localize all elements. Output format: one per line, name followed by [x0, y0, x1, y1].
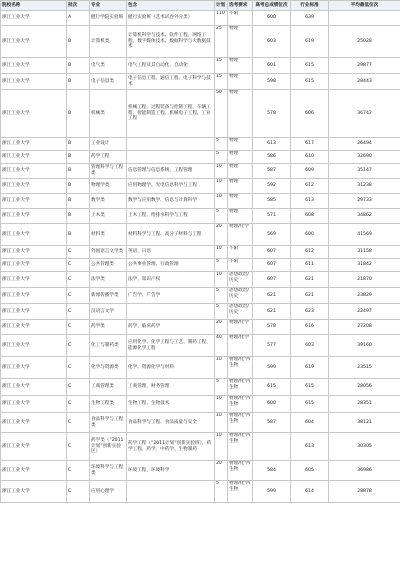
plan-cell[interactable]: 15 [215, 74, 228, 90]
major-cell[interactable]: 材料类 [90, 224, 127, 246]
includes-cell[interactable] [127, 481, 215, 503]
min-rank-cell[interactable]: 35147 [329, 164, 400, 179]
standard-cell[interactable]: 621 [291, 272, 329, 288]
min-rank-cell[interactable]: 28878 [329, 481, 400, 503]
requirement-cell[interactable]: 物理/化学/生物 [228, 357, 253, 379]
requirement-cell[interactable]: 思想政治/历史 [228, 304, 253, 320]
column-header[interactable]: 计划 [215, 1, 228, 11]
total-score-cell[interactable]: 598 [253, 74, 291, 90]
standard-cell[interactable]: 613 [291, 433, 329, 461]
table-row [1, 481, 400, 503]
batch-cell[interactable]: C [67, 433, 90, 461]
table-row [1, 304, 400, 320]
major-cell[interactable]: 计算机类 [90, 26, 127, 58]
batch-cell[interactable]: C [67, 413, 90, 433]
total-score-cell[interactable]: 607 [253, 272, 291, 288]
school-cell[interactable]: 浙江工业大学 [1, 151, 67, 164]
requirement-cell[interactable]: 物理 [228, 26, 253, 58]
min-rank-cell[interactable] [329, 11, 400, 26]
table-row [1, 335, 400, 357]
major-cell[interactable]: 工商管理类 [90, 379, 127, 396]
min-rank-cell[interactable]: 27208 [329, 320, 400, 335]
min-rank-cell[interactable]: 28351 [329, 396, 400, 413]
major-cell[interactable]: 电子信息类 [90, 74, 127, 90]
standard-cell[interactable]: 619 [291, 26, 329, 58]
plan-cell[interactable]: 5 [215, 259, 228, 272]
table-row [1, 164, 400, 179]
total-score-cell[interactable]: 601 [253, 58, 291, 74]
plan-cell[interactable]: 10 [215, 272, 228, 288]
min-rank-cell[interactable]: 39160 [329, 335, 400, 357]
total-score-cell[interactable]: 599 [253, 481, 291, 503]
plan-cell[interactable]: 10 [215, 396, 228, 413]
major-cell[interactable]: 药学工程 [90, 151, 127, 164]
standard-cell[interactable]: 609 [291, 164, 329, 179]
total-score-cell[interactable]: 577 [253, 335, 291, 357]
school-cell[interactable]: 浙江工业大学 [1, 335, 67, 357]
total-score-cell[interactable]: 600 [253, 11, 291, 26]
requirement-cell[interactable]: 不限 [228, 246, 253, 259]
includes-cell[interactable]: 英语、日语 [127, 246, 215, 259]
table-row [1, 246, 400, 259]
school-cell[interactable]: 浙江工业大学 [1, 481, 67, 503]
plan-cell[interactable]: 5 [215, 304, 228, 320]
plan-cell[interactable]: 10 [215, 179, 228, 194]
includes-cell[interactable]: 计算机科学与技术、软件工程、网络工程、数字媒体技术、数据科学与大数据技术 [127, 26, 215, 58]
standard-cell[interactable]: 614 [291, 481, 329, 503]
standard-cell[interactable]: 615 [291, 396, 329, 413]
min-rank-cell[interactable]: 36986 [329, 461, 400, 481]
standard-cell[interactable]: 619 [291, 357, 329, 379]
requirement-cell[interactable]: 物理 [228, 90, 253, 138]
batch-cell[interactable]: B [67, 209, 90, 224]
total-score-cell[interactable] [253, 433, 291, 461]
total-score-cell[interactable]: 621 [253, 304, 291, 320]
table-row [1, 26, 400, 58]
plan-cell[interactable]: 10 [215, 413, 228, 433]
major-cell[interactable]: 新闻传播学类 [90, 288, 127, 304]
plan-cell[interactable]: 5 [215, 151, 228, 164]
total-score-cell[interactable]: 599 [253, 357, 291, 379]
batch-cell[interactable]: B [67, 194, 90, 209]
min-rank-cell[interactable]: 28056 [329, 379, 400, 396]
requirement-cell[interactable]: 物理 [228, 151, 253, 164]
requirement-cell[interactable]: 不限 [228, 259, 253, 272]
batch-cell[interactable]: B [67, 58, 90, 74]
table-row [1, 179, 400, 194]
plan-cell[interactable]: 50 [215, 90, 228, 138]
total-score-cell[interactable]: 571 [253, 209, 291, 224]
requirement-cell[interactable]: 物理/化学/生物 [228, 461, 253, 481]
standard-cell[interactable]: 610 [291, 151, 329, 164]
total-score-cell[interactable]: 584 [253, 461, 291, 481]
includes-cell[interactable]: 土木工程、给排水科学与工程 [127, 209, 215, 224]
includes-cell[interactable]: 药学工程（“2011计划”创新实验班）、药学工程、药学、中药学、生物制药 [127, 433, 215, 461]
standard-cell[interactable]: 612 [291, 179, 329, 194]
batch-cell[interactable]: B [67, 138, 90, 151]
total-score-cell[interactable]: 587 [253, 413, 291, 433]
header-row [1, 1, 400, 11]
batch-cell[interactable]: B [67, 179, 90, 194]
requirement-cell[interactable]: 物理/化学/生物 [228, 379, 253, 396]
plan-cell[interactable]: 5 [215, 288, 228, 304]
total-score-cell[interactable]: 578 [253, 320, 291, 335]
plan-cell[interactable]: 20 [215, 461, 228, 481]
school-cell[interactable]: 浙江工业大学 [1, 433, 67, 461]
major-cell[interactable]: 食品科学与工程类 [90, 413, 127, 433]
total-score-cell[interactable]: 600 [253, 396, 291, 413]
min-rank-cell[interactable]: 29733 [329, 194, 400, 209]
includes-cell[interactable]: 健行实验班（艺术试卷外分类） [127, 11, 215, 26]
standard-cell[interactable]: 611 [291, 259, 329, 272]
batch-cell[interactable]: C [67, 272, 90, 288]
standard-cell[interactable]: 615 [291, 74, 329, 90]
min-rank-cell[interactable]: 28443 [329, 74, 400, 90]
plan-cell[interactable]: 20 [215, 320, 228, 335]
table-row [1, 357, 400, 379]
standard-cell[interactable]: 608 [291, 209, 329, 224]
plan-cell[interactable]: 5 [215, 138, 228, 151]
includes-cell[interactable]: 生物工程、生物技术 [127, 396, 215, 413]
total-score-cell[interactable]: 615 [253, 379, 291, 396]
column-header[interactable]: 包含 [127, 1, 215, 11]
standard-cell[interactable]: 639 [291, 11, 329, 26]
min-rank-cell[interactable]: 32690 [329, 151, 400, 164]
plan-cell[interactable]: 10 [215, 164, 228, 179]
total-score-cell[interactable]: 586 [253, 151, 291, 164]
school-cell[interactable]: 浙江工业大学 [1, 272, 67, 288]
table-row [1, 11, 400, 26]
includes-cell[interactable]: 材料科学与工程、高分子材料与工程 [127, 224, 215, 246]
batch-cell[interactable]: B [67, 90, 90, 138]
batch-cell[interactable]: B [67, 164, 90, 179]
major-cell[interactable]: 环境科学与工程类 [90, 461, 127, 481]
table-row [1, 288, 400, 304]
total-score-cell[interactable]: 585 [253, 194, 291, 209]
min-rank-cell[interactable]: 38121 [329, 413, 400, 433]
min-rank-cell[interactable]: 41569 [329, 224, 400, 246]
includes-cell[interactable]: 公共事业管理、行政管理 [127, 259, 215, 272]
major-cell[interactable]: 药学类 [90, 320, 127, 335]
total-score-cell[interactable]: 592 [253, 179, 291, 194]
major-cell[interactable]: 汉语言文学 [90, 304, 127, 320]
table-row [1, 396, 400, 413]
plan-cell[interactable]: 5 [215, 481, 228, 503]
min-rank-cell[interactable]: 23829 [329, 288, 400, 304]
includes-cell[interactable]: 化学、资源化学与材料 [127, 357, 215, 379]
requirement-cell[interactable]: 物理 [228, 194, 253, 209]
batch-cell[interactable]: C [67, 379, 90, 396]
batch-cell[interactable]: C [67, 288, 90, 304]
requirement-cell[interactable]: 物理 [228, 58, 253, 74]
major-cell[interactable]: 机械类 [90, 90, 127, 138]
standard-cell[interactable]: 613 [291, 194, 329, 209]
batch-cell[interactable]: C [67, 461, 90, 481]
table-row [1, 413, 400, 433]
batch-cell[interactable]: C [67, 357, 90, 379]
min-rank-cell[interactable]: 29877 [329, 58, 400, 74]
includes-cell[interactable] [127, 304, 215, 320]
min-rank-cell[interactable]: 36742 [329, 90, 400, 138]
school-cell[interactable]: 浙江工业大学 [1, 179, 67, 194]
total-score-cell[interactable]: 603 [253, 26, 291, 58]
min-rank-cell[interactable]: 34862 [329, 209, 400, 224]
column-header[interactable]: 行业标准 [291, 1, 329, 11]
school-cell[interactable]: 浙江工业大学 [1, 413, 67, 433]
plan-cell[interactable]: 5 [215, 379, 228, 396]
standard-cell[interactable]: 600 [291, 224, 329, 246]
table-row [1, 58, 400, 74]
school-cell[interactable]: 浙江工业大学 [1, 194, 67, 209]
batch-cell[interactable]: C [67, 259, 90, 272]
table-row [1, 433, 400, 461]
requirement-cell[interactable]: 物理 [228, 179, 253, 194]
table-row [1, 320, 400, 335]
standard-cell[interactable]: 616 [291, 320, 329, 335]
table-row [1, 461, 400, 481]
standard-cell[interactable]: 604 [291, 413, 329, 433]
major-cell[interactable]: 药学类（“2011计划”创新实验区） [90, 433, 127, 461]
includes-cell[interactable]: 应用化学、化学工程与工艺、制药工程、能源化学工程 [127, 335, 215, 357]
includes-cell[interactable] [127, 138, 215, 151]
standard-cell[interactable]: 623 [291, 304, 329, 320]
school-cell[interactable]: 浙江工业大学 [1, 396, 67, 413]
major-cell[interactable]: 土木类 [90, 209, 127, 224]
table-row [1, 272, 400, 288]
standard-cell[interactable]: 617 [291, 138, 329, 151]
includes-cell[interactable]: 数学与应用数学、信息与计算科学 [127, 194, 215, 209]
plan-cell[interactable]: 10 [215, 433, 228, 461]
major-cell[interactable]: 生物工程类 [90, 396, 127, 413]
major-cell[interactable]: 管理科学与工程类 [90, 164, 127, 179]
total-score-cell[interactable]: 569 [253, 224, 291, 246]
standard-cell[interactable]: 621 [291, 288, 329, 304]
includes-cell[interactable]: 应用物理学、光电信息科学与工程 [127, 179, 215, 194]
total-score-cell[interactable]: 607 [253, 246, 291, 259]
school-cell[interactable]: 浙江工业大学 [1, 26, 67, 58]
plan-cell[interactable]: 25 [215, 26, 228, 58]
requirement-cell[interactable]: 物理/化学 [228, 320, 253, 335]
school-cell[interactable]: 浙江工业大学 [1, 461, 67, 481]
batch-cell[interactable]: B [67, 26, 90, 58]
column-header[interactable]: 批次 [67, 1, 90, 11]
school-cell[interactable]: 浙江工业大学 [1, 288, 67, 304]
includes-cell[interactable]: 环境工程、环境科学 [127, 461, 215, 481]
includes-cell[interactable] [127, 151, 215, 164]
major-cell[interactable]: 应用心理学 [90, 481, 127, 503]
major-cell[interactable]: 外国语言文学类 [90, 246, 127, 259]
requirement-cell[interactable]: 物理/化学 [228, 224, 253, 246]
school-cell[interactable]: 浙江工业大学 [1, 209, 67, 224]
batch-cell[interactable]: B [67, 74, 90, 90]
standard-cell[interactable]: 603 [291, 335, 329, 357]
includes-cell[interactable]: 食品科学与工程、食品质量与安全 [127, 413, 215, 433]
standard-cell[interactable]: 615 [291, 379, 329, 396]
school-cell[interactable]: 浙江工业大学 [1, 246, 67, 259]
requirement-cell[interactable]: 思想政治/历史 [228, 272, 253, 288]
min-rank-cell[interactable]: 23515 [329, 357, 400, 379]
school-cell[interactable]: 浙江工业大学 [1, 259, 67, 272]
requirement-cell[interactable]: 物理 [228, 164, 253, 179]
standard-cell[interactable]: 612 [291, 246, 329, 259]
column-header[interactable]: 专业 [90, 1, 127, 11]
table-row [1, 138, 400, 151]
batch-cell[interactable]: A [67, 11, 90, 26]
column-header[interactable]: 平均最低位次 [329, 1, 400, 11]
plan-cell[interactable]: 10 [215, 357, 228, 379]
includes-cell[interactable]: 机械工程、过程装备与控制工程、车辆工程、智能制造工程、机械电子工程、工业工程 [127, 90, 215, 138]
requirement-cell[interactable]: 物理 [228, 138, 253, 151]
total-score-cell[interactable]: 587 [253, 164, 291, 179]
min-rank-cell[interactable]: 31842 [329, 259, 400, 272]
table-row [1, 90, 400, 138]
table-row [1, 224, 400, 246]
standard-cell[interactable]: 605 [291, 461, 329, 481]
school-cell[interactable]: 浙江工业大学 [1, 164, 67, 179]
standard-cell[interactable]: 606 [291, 90, 329, 138]
requirement-cell[interactable]: 物理/化学/生物 [228, 481, 253, 503]
school-cell[interactable]: 浙江工业大学 [1, 320, 67, 335]
major-cell[interactable]: 健行学院实验班 [90, 11, 127, 26]
plan-cell[interactable]: 20 [215, 224, 228, 246]
total-score-cell[interactable]: 578 [253, 90, 291, 138]
requirement-cell[interactable]: 物理 [228, 74, 253, 90]
plan-cell[interactable]: 110 [215, 11, 228, 26]
school-cell[interactable]: 浙江工业大学 [1, 357, 67, 379]
requirement-cell[interactable]: 物理/化学/生物 [228, 396, 253, 413]
includes-cell[interactable]: 药学、临床药学 [127, 320, 215, 335]
plan-cell[interactable]: 5 [215, 209, 228, 224]
plan-cell[interactable]: 15 [215, 58, 228, 74]
batch-cell[interactable]: C [67, 304, 90, 320]
min-rank-cell[interactable]: 22497 [329, 304, 400, 320]
column-header[interactable]: 高考总成绩位次 [253, 1, 291, 11]
school-cell[interactable]: 浙江工业大学 [1, 138, 67, 151]
table-row [1, 74, 400, 90]
major-cell[interactable]: 化工与制药类 [90, 335, 127, 357]
batch-cell[interactable]: B [67, 151, 90, 164]
min-rank-cell[interactable]: 31238 [329, 179, 400, 194]
school-cell[interactable]: 浙江工业大学 [1, 58, 67, 74]
min-rank-cell[interactable]: 30305 [329, 433, 400, 461]
major-cell[interactable]: 工业设计 [90, 138, 127, 151]
table-row [1, 194, 400, 209]
includes-cell[interactable]: 信息管理与信息系统、工程管理 [127, 164, 215, 179]
school-cell[interactable]: 浙江工业大学 [1, 11, 67, 26]
includes-cell[interactable]: 广告学、广告学 [127, 288, 215, 304]
table-row [1, 379, 400, 396]
requirement-cell[interactable]: 物理/化学 [228, 335, 253, 357]
major-cell[interactable]: 物理学类 [90, 179, 127, 194]
includes-cell[interactable]: 电子信息工程、通信工程、电子科学与技术 [127, 74, 215, 90]
requirement-cell[interactable]: 物理 [228, 209, 253, 224]
column-header[interactable]: 院校名称 [1, 1, 67, 11]
table-row [1, 151, 400, 164]
table-row [1, 209, 400, 224]
includes-cell[interactable]: 法学、知识产权 [127, 272, 215, 288]
school-cell[interactable]: 浙江工业大学 [1, 90, 67, 138]
requirement-cell[interactable]: 不限 [228, 11, 253, 26]
includes-cell[interactable]: 工商管理、财务管理 [127, 379, 215, 396]
major-cell[interactable]: 数学类 [90, 194, 127, 209]
batch-cell[interactable]: C [67, 481, 90, 503]
min-rank-cell[interactable]: 26494 [329, 138, 400, 151]
batch-cell[interactable]: C [67, 246, 90, 259]
school-cell[interactable]: 浙江工业大学 [1, 304, 67, 320]
includes-cell[interactable]: 电气工程及其自动化、自动化 [127, 58, 215, 74]
school-cell[interactable]: 浙江工业大学 [1, 224, 67, 246]
column-header[interactable]: 选考要求 [228, 1, 253, 11]
total-score-cell[interactable]: 621 [253, 288, 291, 304]
major-cell[interactable]: 化学与资源类 [90, 357, 127, 379]
major-cell[interactable]: 公共管理类 [90, 259, 127, 272]
total-score-cell[interactable]: 607 [253, 259, 291, 272]
min-rank-cell[interactable]: 31158 [329, 246, 400, 259]
min-rank-cell[interactable]: 21870 [329, 272, 400, 288]
requirement-cell[interactable]: 思想政治/历史 [228, 288, 253, 304]
major-cell[interactable]: 法学类 [90, 272, 127, 288]
school-cell[interactable]: 浙江工业大学 [1, 379, 67, 396]
plan-cell[interactable]: 10 [215, 246, 228, 259]
batch-cell[interactable]: B [67, 224, 90, 246]
requirement-cell[interactable]: 物理/化学/生物 [228, 433, 253, 461]
plan-cell[interactable]: 10 [215, 194, 228, 209]
total-score-cell[interactable]: 613 [253, 138, 291, 151]
min-rank-cell[interactable]: 25028 [329, 26, 400, 58]
batch-cell[interactable]: C [67, 396, 90, 413]
batch-cell[interactable]: C [67, 320, 90, 335]
requirement-cell[interactable]: 物理/化学/生物 [228, 413, 253, 433]
plan-cell[interactable]: 40 [215, 335, 228, 357]
standard-cell[interactable]: 615 [291, 58, 329, 74]
major-cell[interactable]: 电气类 [90, 58, 127, 74]
batch-cell[interactable]: C [67, 335, 90, 357]
school-cell[interactable]: 浙江工业大学 [1, 74, 67, 90]
table-row [1, 259, 400, 272]
